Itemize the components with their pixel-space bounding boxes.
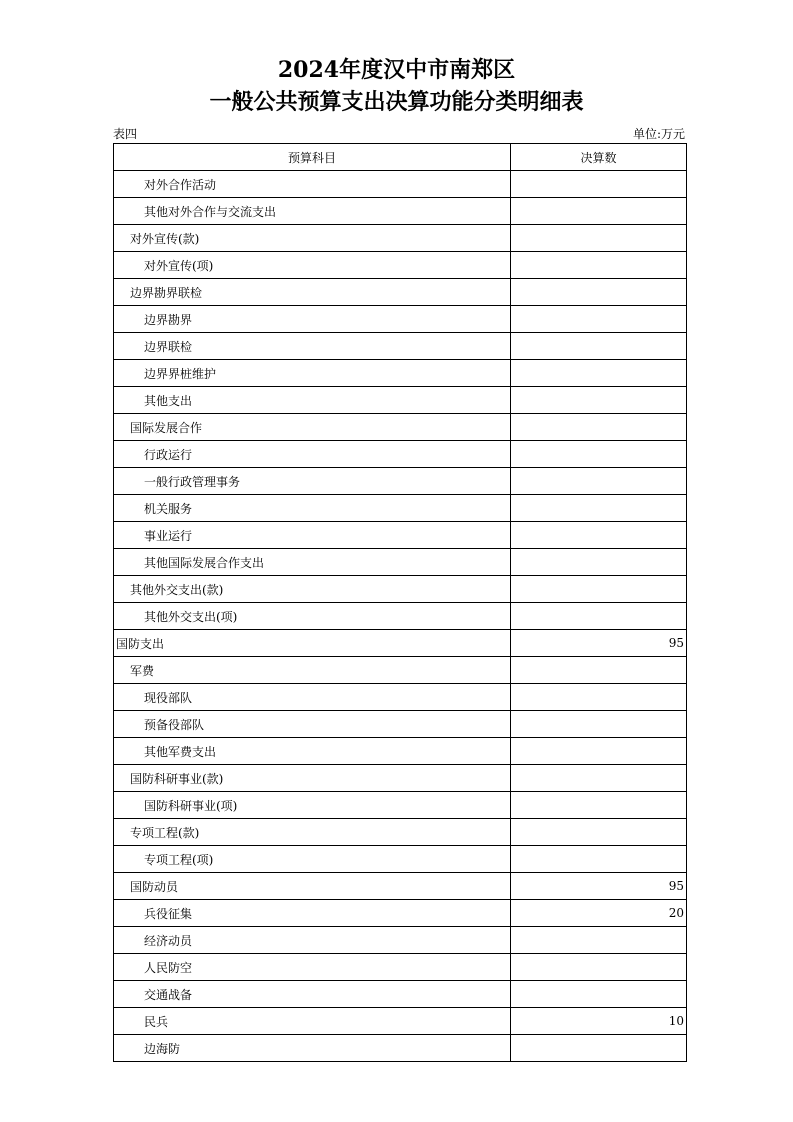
row-amount-cell bbox=[511, 279, 687, 306]
row-amount-cell bbox=[511, 1035, 687, 1062]
table-row bbox=[114, 171, 687, 198]
row-amount-cell bbox=[511, 792, 687, 819]
row-subject-cell: 边界勘界联检 bbox=[114, 279, 511, 306]
table-row bbox=[114, 441, 687, 468]
row-subject-cell: 专项工程(款) bbox=[114, 819, 511, 846]
row-subject-cell: 国防支出 bbox=[114, 630, 511, 657]
row-subject-cell: 其他国际发展合作支出 bbox=[114, 549, 511, 576]
unit-label: 单位:万元 bbox=[632, 127, 685, 141]
row-amount-cell: 95 bbox=[511, 630, 687, 657]
table-row bbox=[114, 225, 687, 252]
row-amount-cell bbox=[511, 711, 687, 738]
row-subject-cell: 机关服务 bbox=[114, 495, 511, 522]
row-subject-cell: 专项工程(项) bbox=[114, 846, 511, 873]
table-row bbox=[114, 927, 687, 954]
table-row bbox=[114, 873, 687, 900]
table-row bbox=[114, 360, 687, 387]
table-row bbox=[114, 657, 687, 684]
row-amount-cell bbox=[511, 981, 687, 1008]
row-subject-cell: 交通战备 bbox=[114, 981, 511, 1008]
row-subject-cell: 行政运行 bbox=[114, 441, 511, 468]
table-body bbox=[114, 171, 687, 1062]
table-row bbox=[114, 738, 687, 765]
table-row bbox=[114, 711, 687, 738]
row-amount-cell bbox=[511, 684, 687, 711]
table-row bbox=[114, 765, 687, 792]
row-amount-cell bbox=[511, 468, 687, 495]
table-row bbox=[114, 414, 687, 441]
row-subject-cell: 对外合作活动 bbox=[114, 171, 511, 198]
row-amount-cell bbox=[511, 198, 687, 225]
table-row bbox=[114, 1008, 687, 1035]
row-amount-cell bbox=[511, 441, 687, 468]
table-row bbox=[114, 333, 687, 360]
table-row bbox=[114, 846, 687, 873]
row-subject-cell: 国防动员 bbox=[114, 873, 511, 900]
row-amount-cell: 10 bbox=[511, 1008, 687, 1035]
row-subject-cell: 其他外交支出(项) bbox=[114, 603, 511, 630]
report-title-line1: 2024年度汉中市南郑区 bbox=[277, 57, 516, 83]
row-amount-cell bbox=[511, 819, 687, 846]
row-subject-cell: 国防科研事业(项) bbox=[114, 792, 511, 819]
table-row bbox=[114, 603, 687, 630]
table-row bbox=[114, 819, 687, 846]
row-amount-cell bbox=[511, 657, 687, 684]
row-amount-cell bbox=[511, 306, 687, 333]
row-subject-cell: 人民防空 bbox=[114, 954, 511, 981]
row-subject-cell: 预备役部队 bbox=[114, 711, 511, 738]
column-header-subject: 预算科目 bbox=[114, 144, 511, 171]
table-row bbox=[114, 198, 687, 225]
row-subject-cell: 经济动员 bbox=[114, 927, 511, 954]
table-row bbox=[114, 900, 687, 927]
table-row bbox=[114, 684, 687, 711]
row-amount-cell bbox=[511, 171, 687, 198]
row-amount-cell bbox=[511, 522, 687, 549]
budget-table bbox=[113, 143, 687, 1062]
row-subject-cell: 边界界桩维护 bbox=[114, 360, 511, 387]
row-amount-cell: 20 bbox=[511, 900, 687, 927]
row-subject-cell: 边界勘界 bbox=[114, 306, 511, 333]
row-subject-cell: 边海防 bbox=[114, 1035, 511, 1062]
row-amount-cell bbox=[511, 495, 687, 522]
row-subject-cell: 对外宣传(款) bbox=[114, 225, 511, 252]
row-subject-cell: 现役部队 bbox=[114, 684, 511, 711]
table-row bbox=[114, 468, 687, 495]
table-row bbox=[114, 279, 687, 306]
table-row bbox=[114, 630, 687, 657]
row-subject-cell: 其他支出 bbox=[114, 387, 511, 414]
row-amount-cell bbox=[511, 576, 687, 603]
row-amount-cell bbox=[511, 738, 687, 765]
row-amount-cell bbox=[511, 360, 687, 387]
row-subject-cell: 其他外交支出(款) bbox=[114, 576, 511, 603]
row-subject-cell: 其他对外合作与交流支出 bbox=[114, 198, 511, 225]
row-subject-cell: 边界联检 bbox=[114, 333, 511, 360]
table-row bbox=[114, 306, 687, 333]
row-amount-cell bbox=[511, 927, 687, 954]
row-subject-cell: 一般行政管理事务 bbox=[114, 468, 511, 495]
table-row bbox=[114, 522, 687, 549]
row-subject-cell: 兵役征集 bbox=[114, 900, 511, 927]
table-row bbox=[114, 252, 687, 279]
row-subject-cell: 军费 bbox=[114, 657, 511, 684]
row-amount-cell bbox=[511, 603, 687, 630]
table-header-row bbox=[114, 144, 687, 171]
column-header-amount: 决算数 bbox=[511, 144, 687, 171]
table-row bbox=[114, 1035, 687, 1062]
row-subject-cell: 事业运行 bbox=[114, 522, 511, 549]
row-amount-cell bbox=[511, 846, 687, 873]
table-row bbox=[114, 387, 687, 414]
row-amount-cell bbox=[511, 765, 687, 792]
row-amount-cell: 95 bbox=[511, 873, 687, 900]
row-amount-cell bbox=[511, 414, 687, 441]
row-subject-cell: 民兵 bbox=[114, 1008, 511, 1035]
table-row bbox=[114, 792, 687, 819]
row-subject-cell: 其他军费支出 bbox=[114, 738, 511, 765]
row-amount-cell bbox=[511, 954, 687, 981]
table-row bbox=[114, 549, 687, 576]
table-row bbox=[114, 954, 687, 981]
report-title-line2: 一般公共预算支出决算功能分类明细表 bbox=[209, 89, 584, 115]
table-label: 表四 bbox=[113, 127, 138, 141]
table-row bbox=[114, 981, 687, 1008]
row-amount-cell bbox=[511, 387, 687, 414]
table-row bbox=[114, 495, 687, 522]
row-amount-cell bbox=[511, 333, 687, 360]
table-row bbox=[114, 576, 687, 603]
row-amount-cell bbox=[511, 225, 687, 252]
row-amount-cell bbox=[511, 549, 687, 576]
row-subject-cell: 对外宣传(项) bbox=[114, 252, 511, 279]
row-subject-cell: 国防科研事业(款) bbox=[114, 765, 511, 792]
row-amount-cell bbox=[511, 252, 687, 279]
row-subject-cell: 国际发展合作 bbox=[114, 414, 511, 441]
